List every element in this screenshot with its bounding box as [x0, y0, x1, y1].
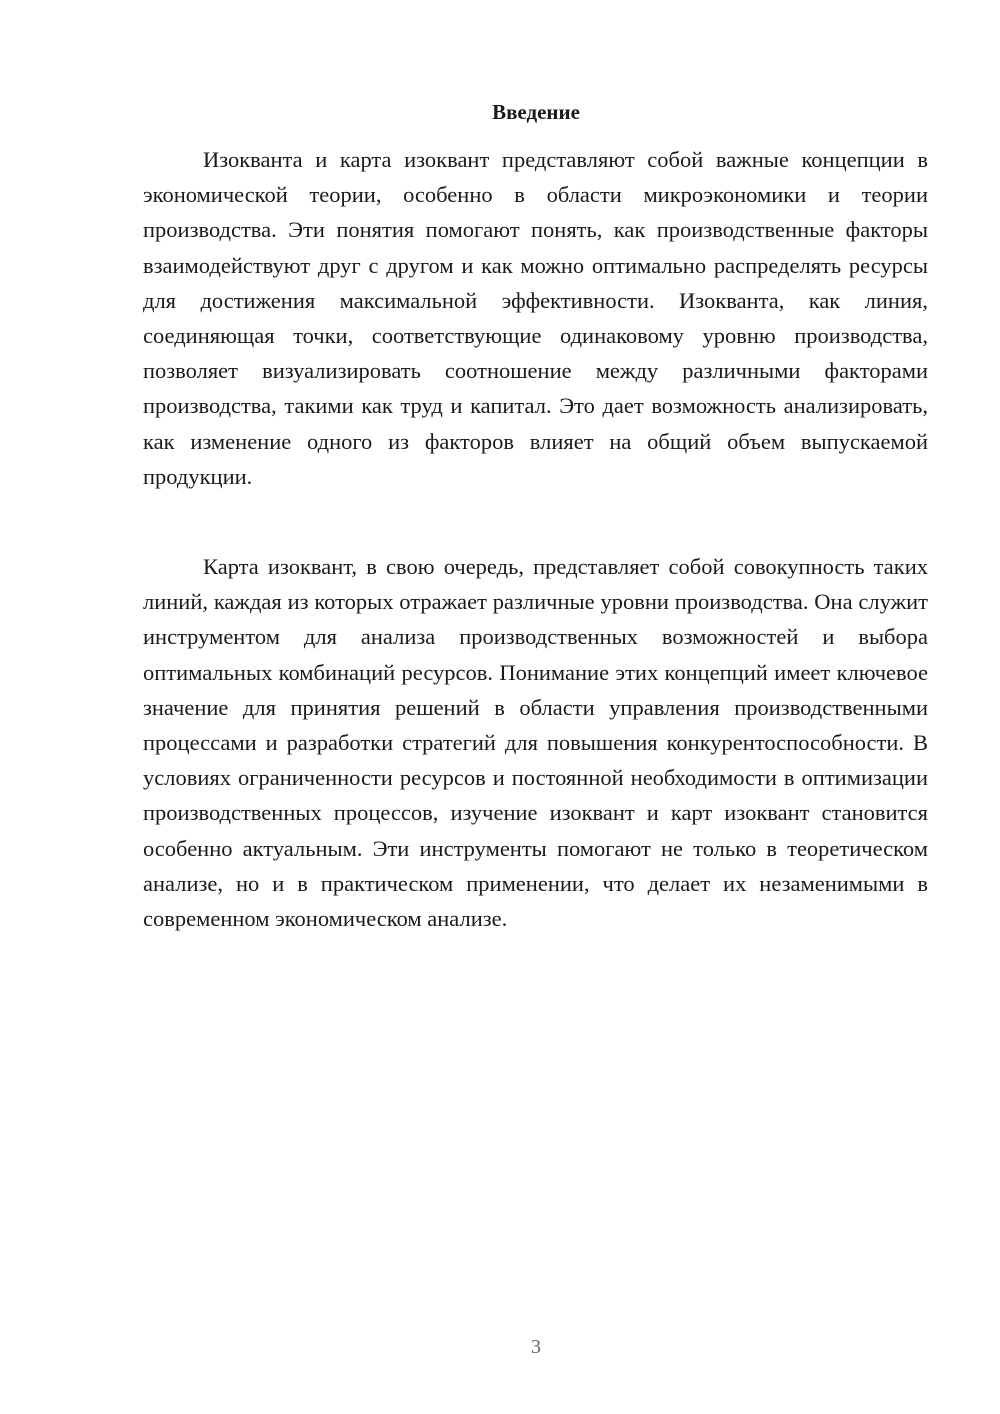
body-paragraph-1: Изокванта и карта изоквант представляют собой важные концепции в экономической теории, особенно в области микроэкономики и теории производства. Эти понятия помогают понять, как производственные факторы взаимодействуют друг с другом и как можно оптимально распределять ресурсы для достижения максимальной эффективности. Изокванта, как линия, соединяющая точки, соответствующие одинаковому уровню производства, позволяет визуализировать соотношение между различными факторами производства, такими как труд и капитал. Это дает возможность анализировать, как изменение одного из факторов влияет на общий объем выпускаемой продукции. [143, 147, 928, 489]
page-number: 3 [531, 1336, 541, 1358]
section-title: Введение [492, 100, 580, 124]
body-paragraph-2: Карта изоквант, в свою очередь, представляет собой совокупность таких линий, каждая из которых отражает различные уровни производства. Она служит инструментом для анализа производственных возможностей и выбора оптимальных комбинаций ресурсов. Понимание этих концепций имеет ключевое значение для принятия решений в области управления производственными процессами и разработки стратегий для повышения конкурентоспособности. В условиях ограниченности ресурсов и постоянной необходимости в оптимизации производственных процессов, изучение изоквант и карт изоквант становится особенно актуальным. Эти инструменты помогают не только в теоретическом анализе, но и в практическом применении, что делает их незаменимыми в современном экономическом анализе. [143, 554, 928, 932]
